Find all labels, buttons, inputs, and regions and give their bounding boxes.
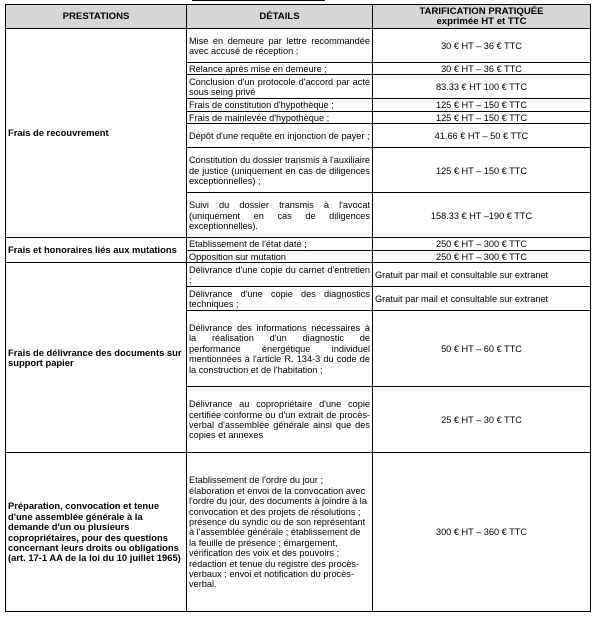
detail-cell: Délivrance des informations nécessaires à la réalisation d'un diagnostic de performance énergétique individuel mentionnées à l'article R. 134-3 du code de la construction et de l'habitation ;: [187, 311, 373, 387]
fees-table: [5, 4, 591, 612]
detail-cell: Dépôt d'une requête en injonction de payer ;: [187, 124, 373, 148]
table-row: [6, 238, 591, 250]
detail-cell: Opposition sur mutation: [187, 250, 373, 262]
top-rule: [192, 0, 325, 1]
header-tarif-line2: exprimée HT et TTC: [436, 16, 527, 27]
price-cell: 83.33 € HT 100 € TTC: [373, 75, 591, 99]
price-cell: 50 € HT – 60 € TTC: [373, 311, 591, 387]
table-row: [6, 263, 591, 287]
price-cell: 30 € HT – 36 € TTC: [373, 29, 591, 63]
price-cell: 25 € HT – 30 € TTC: [373, 387, 591, 453]
category-cell: Frais de délivrance des documents sur support papier: [6, 263, 187, 453]
price-cell: 158.33 € HT –190 € TTC: [373, 193, 591, 238]
header-prestations: PRESTATIONS: [6, 5, 187, 29]
price-cell: 250 € HT – 300 € TTC: [373, 238, 591, 250]
table-row: [6, 453, 591, 612]
detail-cell: Etablissement de l'ordre du jour ; élaboration et envoi de la convocation avec l'ordre du jour, des documents à joindre à la convocation et des projets de résolutions ; présence du syndic ou de son représentant à l'assemblée générale ; établissement de la feuille de présence ; émargement, vérification des voix et des pouvoirs ; rédaction et tenue du registre des procès-verbaux ; envoi et notification du procès-verbal.: [187, 453, 373, 612]
detail-cell: Mise en demeure par lettre recommandée avec accusé de réception ;: [187, 29, 373, 63]
detail-cell: Frais de mainlevée d'hypothèque ;: [187, 111, 373, 123]
price-cell: 125 € HT – 150 € TTC: [373, 111, 591, 123]
price-cell: 41.66 € HT – 50 € TTC: [373, 124, 591, 148]
category-cell: Frais et honoraires liés aux mutations: [6, 238, 187, 263]
header-details: DÉTAILS: [187, 5, 373, 29]
header-tarif-line1: TARIFICATION PRATIQUÉE: [419, 6, 544, 17]
detail-cell: Délivrance d'une copie des diagnostics techniques ;: [187, 287, 373, 311]
detail-cell: Frais de constitution d'hypothèque ;: [187, 99, 373, 111]
price-cell: 30 € HT – 36 € TTC: [373, 63, 591, 75]
price-cell: 300 € HT – 360 € TTC: [373, 453, 591, 612]
category-cell: Préparation, convocation et tenue d'une assemblée générale à la demande d'un ou plusieurs copropriétaires, pour des questions concernant leurs droits ou obligations (art. 17-1 AA de la loi du 10 juillet 1965): [6, 453, 187, 612]
price-cell: 125 € HT – 150 € TTC: [373, 99, 591, 111]
detail-cell: Délivrance d'une copie du carnet d'entretien ;: [187, 263, 373, 287]
detail-cell: Constitution du dossier transmis à l'auxiliaire de justice (uniquement en cas de diligences exceptionnelles) ;: [187, 148, 373, 193]
detail-cell: Relance après mise en demeure ;: [187, 63, 373, 75]
table-header-row: [6, 5, 591, 29]
table-row: [6, 29, 591, 63]
price-cell: Gratuit par mail et consultable sur extranet: [373, 263, 591, 287]
price-cell: Gratuit par mail et consultable sur extranet: [373, 287, 591, 311]
detail-cell: Suivi du dossier transmis à l'avocat (uniquement en cas de diligences exceptionnelles).: [187, 193, 373, 238]
category-cell: Frais de recouvrement: [6, 29, 187, 238]
price-cell: 250 € HT – 300 € TTC: [373, 250, 591, 262]
price-cell: 125 € HT – 150 € TTC: [373, 148, 591, 193]
detail-cell: Délivrance au copropriétaire d'une copie certifiée conforme ou d'un extrait de procès-verbal d'assemblée générale ainsi que des copies et annexes: [187, 387, 373, 453]
detail-cell: Etablissement de l'état daté ;: [187, 238, 373, 250]
header-tarification: [373, 5, 591, 29]
detail-cell: Conclusion d'un protocole d'accord par acte sous seing privé: [187, 75, 373, 99]
